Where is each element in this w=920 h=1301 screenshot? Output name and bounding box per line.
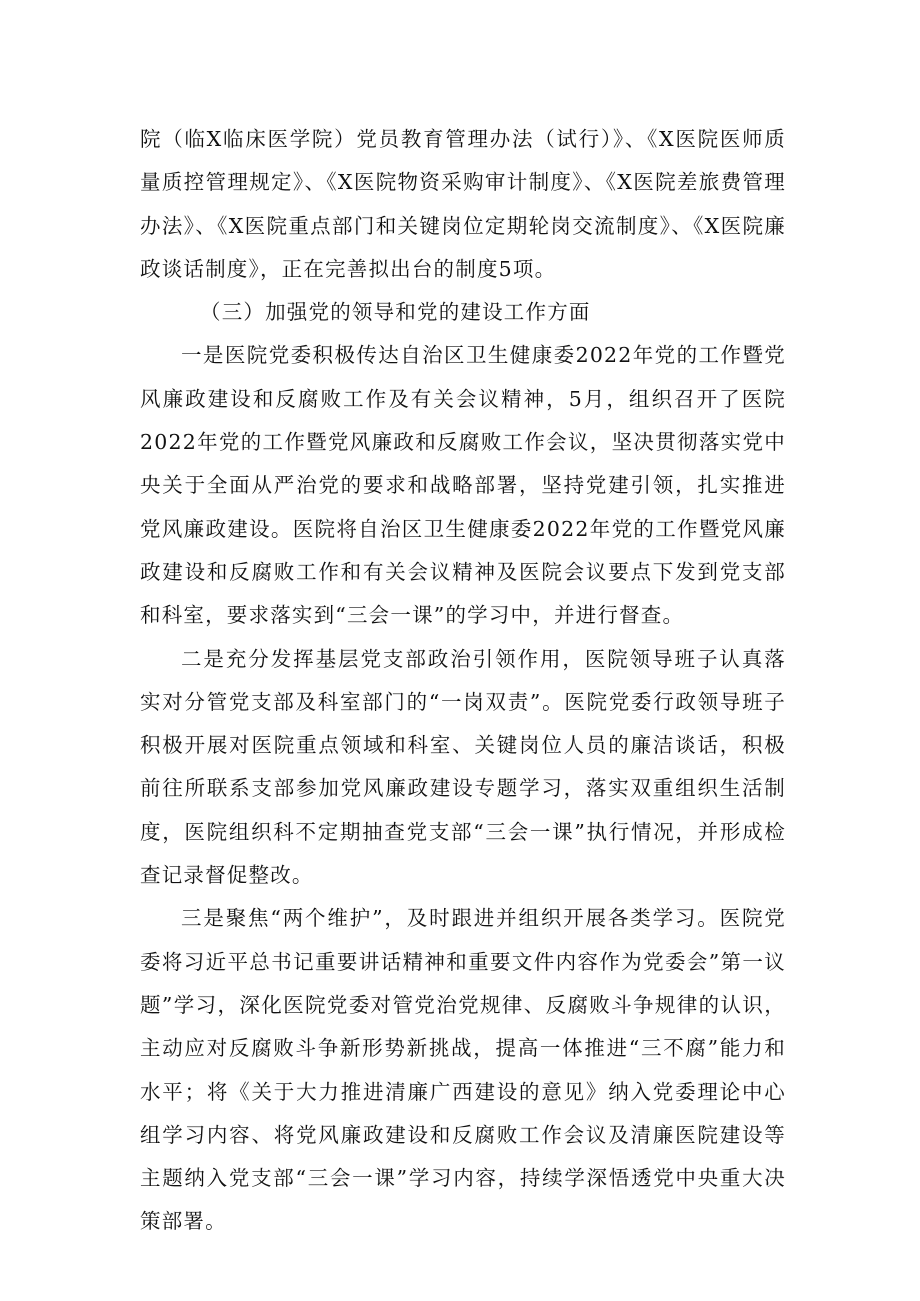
document-body [140,118,786,1244]
paragraph-point-two: 二是充分发挥基层党支部政治引领作用，医院领导班子认真落实对分管党支部及科室部门的“一岗双责”。医院党委行政领导班子积极开展对医院重点领域和科室、关键岗位人员的廉洁谈话，积极前往所联系支部参加党风廉政建设专题学习，落实双重组织生活制度，医院组织科不定期抽查党支部“三会一课”执行情况，并形成检查记录督促整改。 [140,646,786,888]
section-heading: （三）加强党的领导和党的建设工作方面 [200,300,591,325]
paragraph-continuation: 院（临X临床医学院）党员教育管理办法（试行）》、《X医院医师质量质控管理规定》、《X医院物资采购审计制度》、《X医院差旅费管理办法》、《X医院重点部门和关键岗位定期轮岗交流制度》、《X医院廉政谈话制度》，正在完善拟出台的制度5项。 [140,127,786,281]
paragraph-point-three: 三是聚焦“两个维护”，及时跟进并组织开展各类学习。医院党委将习近平总书记重要讲话精神和重要文件内容作为党委会”第一议题”学习，深化医院党委对管党治党规律、反腐败斗争规律的认识，主动应对反腐败斗争新形势新挑战，提高一体推进“三不腐”能力和水平；将《关于大力推进清廉广西建设的意见》纳入党委理论中心组学习内容、将党风廉政建设和反腐败工作会议及清廉医院建设等主题纳入党支部“三会一课”学习内容，持续学深悟透党中央重大决策部署。 [140,906,786,1234]
paragraph-point-one: 一是医院党委积极传达自治区卫生健康委2022年党的工作暨党风廉政建设和反腐败工作及有关会议精神，5月，组织召开了医院2022年党的工作暨党风廉政和反腐败工作会议，坚决贯彻落实党中央关于全面从严治党的要求和战略部署，坚持党建引领，扎实推进党风廉政建设。医院将自治区卫生健康委2022年党的工作暨党风廉政建设和反腐败工作和有关会议精神及医院会议要点下发到党支部和科室，要求落实到“三会一课”的学习中，并进行督查。 [140,343,786,628]
